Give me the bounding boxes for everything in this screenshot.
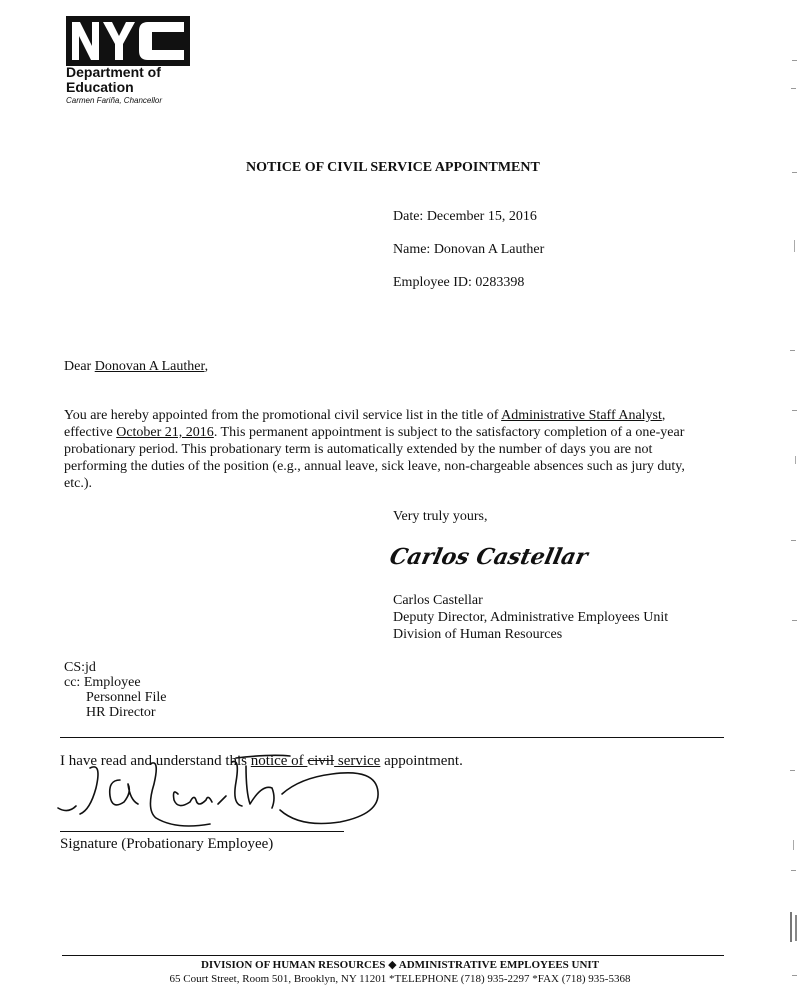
body-text: , xyxy=(661,408,666,423)
employee-signature xyxy=(50,748,390,838)
closing: Very truly yours, xyxy=(393,509,488,524)
body-line-5: etc.). xyxy=(64,476,92,491)
footer-rule xyxy=(62,955,724,956)
department-line-2: Education xyxy=(66,79,134,95)
signer-signature-image xyxy=(387,539,591,573)
footer-division: DIVISION OF HUMAN RESOURCES ◆ ADMINISTRATIVE EMPLOYEES UNIT xyxy=(200,959,600,971)
body-text: effective xyxy=(64,425,117,440)
effective-date: October 21, 2016 xyxy=(116,425,214,440)
statement-text: appointment. xyxy=(380,753,463,769)
body-text: . This permanent appointment is subject to the satisfactory completion of a one-year xyxy=(213,425,685,440)
statement-notice: notice of xyxy=(250,753,308,769)
signer-name: Carlos Castellar xyxy=(393,593,483,608)
signer-division: Division of Human Resources xyxy=(393,627,563,642)
notice-title: NOTICE OF CIVIL SERVICE APPOINTMENT xyxy=(246,160,540,175)
salutation-prefix: Dear xyxy=(64,359,95,374)
signer-title: Deputy Director, Administrative Employees Unit xyxy=(393,610,669,625)
body-text: You are hereby appointed from the promotional civil service list in the title of xyxy=(64,408,502,423)
body-line-1 xyxy=(64,407,724,424)
body-line-4: performing the duties of the position (e.g., annual leave, sick leave, non-chargeable absences such as jury duty, xyxy=(64,459,685,474)
cc-item: Personnel File xyxy=(86,690,167,705)
statement-text: I have read and understand this xyxy=(60,753,251,769)
signature-label: Signature (Probationary Employee) xyxy=(60,836,274,852)
initials: CS:jd xyxy=(64,660,96,675)
body-line-3: probationary period. This probationary term is automatically extended by the number of days you are not xyxy=(64,442,653,457)
body-line-2 xyxy=(64,424,724,441)
department-line-1: Department of xyxy=(66,64,161,80)
section-divider xyxy=(60,737,724,738)
salutation xyxy=(64,358,208,375)
signature-line xyxy=(60,831,344,832)
notice-employee-id: Employee ID: 0283398 xyxy=(393,275,525,290)
statement-struck-word: civil xyxy=(307,753,335,769)
signer-signature xyxy=(387,539,591,578)
footer-address: 65 Court Street, Room 501, Brooklyn, NY 11201 *TELEPHONE (718) 935-2297 *FAX (718) 935-5368 xyxy=(169,973,631,985)
statement-service: service xyxy=(334,753,381,769)
notice-date: Date: December 15, 2016 xyxy=(393,209,537,224)
letter-body xyxy=(64,407,724,492)
appointment-title: Administrative Staff Analyst xyxy=(501,408,662,423)
chancellor-line: Carmen Fariña, Chancellor xyxy=(66,96,163,105)
cc-item: HR Director xyxy=(86,705,156,720)
svg-text:Carlos Castellar: Carlos Castellar xyxy=(387,544,591,570)
cc-line: cc: Employee xyxy=(64,675,141,690)
salutation-name: Donovan A Lauther xyxy=(94,359,205,374)
nyc-logo xyxy=(66,16,190,66)
notice-name: Name: Donovan A Lauther xyxy=(393,242,545,257)
salutation-suffix: , xyxy=(204,359,209,374)
